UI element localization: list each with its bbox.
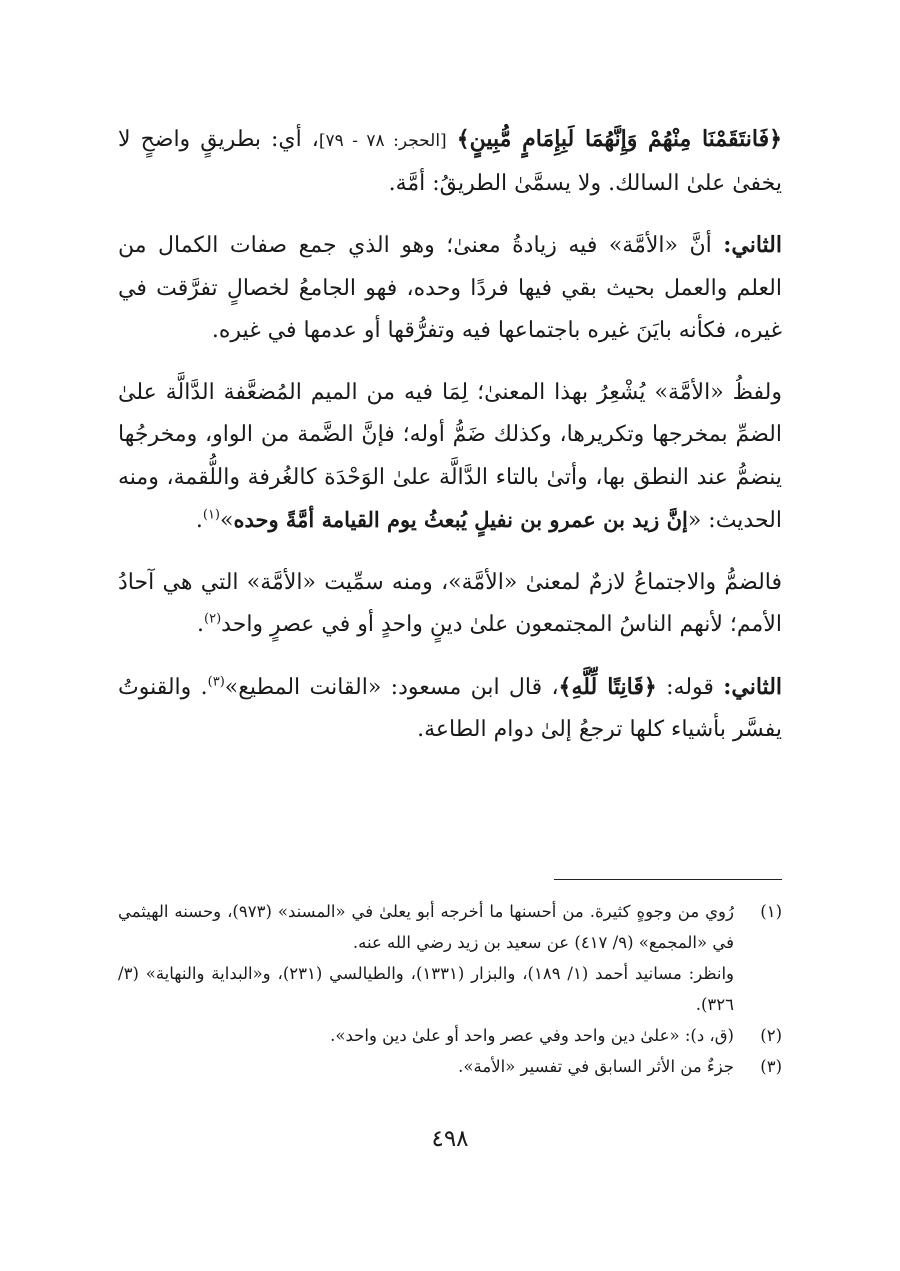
paragraph-1 (118, 118, 782, 205)
period: . (197, 612, 205, 637)
quran-verse: ﴿قَانِتًا لِّلَّهِ﴾ (558, 673, 657, 700)
paragraph-2 (118, 224, 782, 353)
footnote-line: جزءٌ من الأثر السابق في تفسير «الأمة». (458, 1057, 734, 1076)
paragraph-text: ، قال ابن مسعود: «القانت المطيع» (224, 674, 559, 700)
footnote-ref-1[interactable]: (١) (202, 507, 220, 523)
footnote-1 (118, 896, 782, 1020)
footnote-3 (118, 1051, 782, 1082)
period: . (195, 508, 203, 533)
footnote-number: (١) (760, 902, 782, 921)
footnote-line: (ق، د): «علىٰ دين واحد وفي عصر واحد أو علىٰ دين واحد». (330, 1026, 734, 1045)
paragraph-3 (118, 372, 782, 543)
footnote-line: وانظر: مسانيد أحمد (١/ ١٨٩)، والبزار (١٣٣١)، والطيالسي (٢٣١)، و«البداية والنهاية» (٣/ ٣٢٦). (118, 964, 734, 1014)
paragraph-lead: الثاني: (723, 673, 783, 700)
verse-citation: [الحجر: ٧٨ - ٧٩] (318, 131, 447, 151)
footnote-text (118, 896, 734, 1020)
quote-close: » (220, 508, 234, 533)
paragraph-text: ، أي: بطريقٍ واضحٍ لا يخفىٰ علىٰ السالك. ولا يسمَّىٰ الطريقُ: أمَّة. (118, 127, 782, 196)
footnote-ref-2[interactable]: (٢) (204, 611, 222, 627)
footnote-text (118, 1020, 734, 1051)
quran-verse: ﴿فَانتَقَمْنَا مِنْهُمْ وَإِنَّهُمَا لَبِإِمَامٍ مُّبِينٍ﴾ (456, 126, 783, 152)
paragraph-4 (118, 562, 782, 647)
paragraph-text: فالضمُّ والاجتماعُ لازمٌ لمعنىٰ «الأمَّة»، ومنه سمِّيت «الأمَّة» التي هي آحادُ الأمم؛ لأنهم الناسُ المجتمعون علىٰ دينٍ واحدٍ أو في عصرٍ واحد (118, 569, 782, 637)
footnote-line: رُوي من وجوهٍ كثيرة. من أحسنها ما أخرجه أبو يعلىٰ في «المسند» (٩٧٣)، وحسنه الهيثمي في «المجمع» (٩/ ٤١٧) عن سعيد بن زيد رضي الله عنه. (118, 902, 734, 952)
footnote-text (118, 1051, 734, 1082)
footnotes (118, 896, 782, 1082)
paragraph-text: ولفظُ «الأمَّة» يُشْعِرُ بهذا المعنىٰ؛ لِمَا فيه من الميم المُضعَّفة الدَّالَّة علىٰ الضمِّ بمخرجها وتكريرها، وكذلك ضَمُّ أوله؛ فإنَّ الضَّمة من الواو، ومخرجُها ينضمُّ عند النطق بها، وأتىٰ بالتاء الدَّالَّة علىٰ الوَحْدَة كالغُرفة واللُّقمة، ومنه الحديث: « (118, 379, 782, 533)
paragraph-5 (118, 666, 782, 752)
footnote-2 (118, 1020, 782, 1051)
paragraph-text: أنَّ «الأمَّة» فيه زيادةُ معنىٰ؛ وهو الذي جمع صفات الكمال من العلم والعمل بحيث بقي فيها فردًا وحده، فهو الجامعُ لخصالٍ تفرَّقت في غيره، فكأنه بايَنَ غيره باجتماعها فيه وتفرُّقها أو عدمها في غيره. (118, 233, 782, 343)
paragraph-lead: الثاني: (723, 232, 782, 258)
footnote-ref-3[interactable]: (٣) (207, 674, 225, 690)
footnote-number: (٣) (760, 1057, 782, 1076)
hadith-text: إنَّ زيد بن عمرو بن نفيلٍ يُبعثُ يوم القيامة أمَّةً وحده (233, 507, 688, 532)
main-text (118, 118, 782, 771)
paragraph-text: قوله: (656, 674, 724, 700)
page-number: ٤٩٨ (431, 1126, 469, 1152)
footnote-number: (٢) (760, 1026, 782, 1045)
footnote-divider (554, 879, 782, 880)
paragraph-text: . والقنوتُ يفسَّر بأشياء كلها ترجعُ إلىٰ دوام الطاعة. (118, 674, 782, 742)
